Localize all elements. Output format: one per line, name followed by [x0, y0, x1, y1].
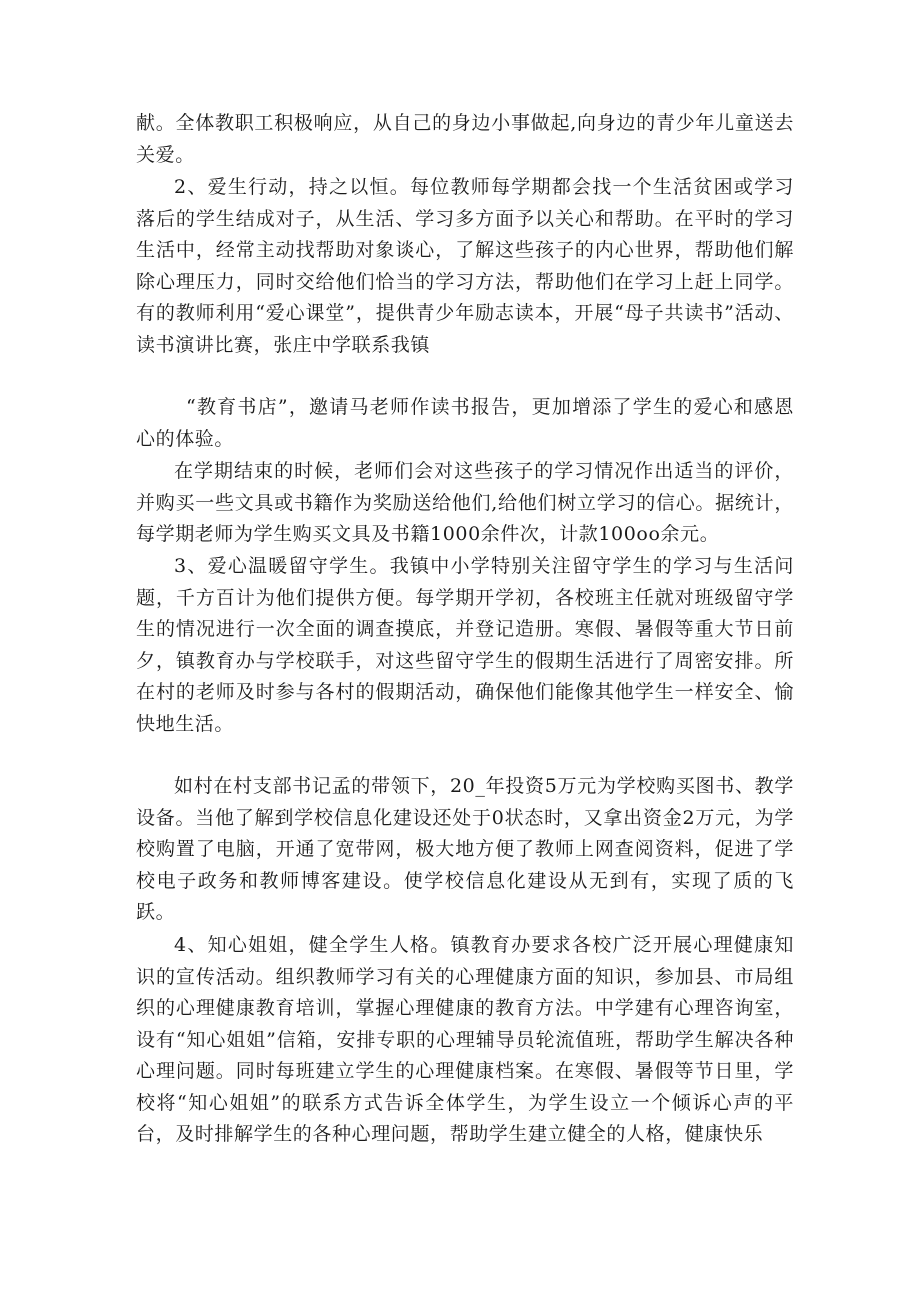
paragraph-caring-action	[136, 172, 794, 361]
paragraph-left-behind	[136, 551, 794, 740]
paragraph: 3、爱心温暖留守学生。我镇中小学特别关注留守学生的学习与生活问题，千方百计为他们提供方便。每学期开学初，各校班主任就对班级留守学生的情况进行一次全面的调查摸底，并登记造册。寒假、暑假等重大节日前夕，镇教育办与学校联手，对这些留守学生的假期生活进行了周密安排。所在村的老师及时参与各村的假期活动，确保他们能像其他学生一样安全、愉快地生活。	[136, 555, 794, 735]
paragraph: 在学期结束的时候，老师们会对这些孩子的学习情况作出适当的评价，并购买一些文具或书籍作为奖励送给他们,给他们树立学习的信心。据统计，每学期老师为学生购买文具及书籍1000余件次，计款100oo余元。	[136, 460, 794, 545]
paragraph-village	[136, 771, 794, 929]
paragraph-continuation	[136, 108, 794, 171]
paragraph: 2、爱生行动，持之以恒。每位教师每学期都会找一个生活贫困或学习落后的学生结成对子，从生活、学习多方面予以关心和帮助。在平时的学习生活中，经常主动找帮助对象谈心，了解这些孩子的内心世界，帮助他们解除心理压力，同时交给他们恰当的学习方法，帮助他们在学习上赶上同学。有的教师利用“爱心课堂”，提供青少年励志读本，开展“母子共读书”活动、读书演讲比赛，张庄中学联系我镇	[136, 176, 794, 356]
paragraph: 4、知心姐姐，健全学生人格。镇教育办要求各校广泛开展心理健康知识的宣传活动。组织教师学习有关的心理健康方面的知识，参加县、市局组织的心理健康教育培训，掌握心理健康的教育方法。中学建有心理咨询室，设有“知心姐姐”信箱，安排专职的心理辅导员轮流值班，帮助学生解决各种心理问题。同时每班建立学生的心理健康档案。在寒假、暑假等节日里，学校将“知心姐姐”的联系方式告诉全体学生，为学生设立一个倾诉心声的平台，及时排解学生的各种心理问题，帮助学生建立健全的人格，健康快乐	[136, 934, 794, 1145]
paragraph-bookstore	[136, 392, 794, 455]
paragraph: 如村在村支部书记孟的带领下，20_年投资5万元为学校购买图书、教学设备。当他了解到学校信息化建设还处于0状态时，又拿出资金2万元，为学校购置了电脑，开通了宽带网，极大地方便了教师上网查阅资料，促进了学校电子政务和教师博客建设。使学校信息化建设从无到有，实现了质的飞跃。	[136, 775, 794, 923]
paragraph: “教育书店”，邀请马老师作读书报告，更加增添了学生的爱心和感恩心的体验。	[136, 396, 794, 450]
paragraph-mental-health	[136, 930, 794, 1151]
paragraph: 献。全体教职工积极响应，从自己的身边小事做起,向身边的青少年儿童送去关爱。	[136, 112, 794, 166]
paragraph-semester-end	[136, 456, 794, 551]
